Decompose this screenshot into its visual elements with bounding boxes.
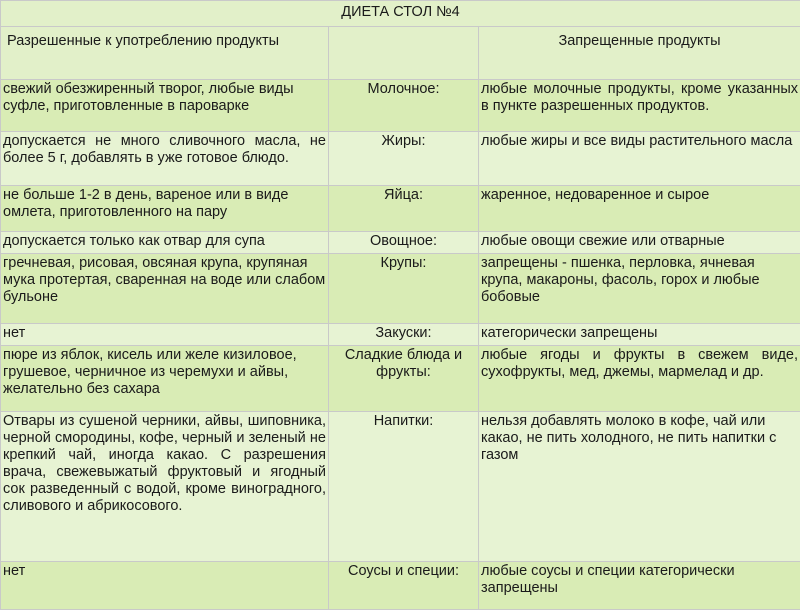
forbidden-cell: нельзя добавлять молоко в кофе, чай или какао, не пить холодного, не пить напитки с газом (479, 412, 800, 562)
category-cell: Сладкие блюда и фрукты: (329, 346, 479, 412)
forbidden-cell: любые соусы и специи категорически запрещены (479, 562, 800, 610)
allowed-cell: допускается не много сливочного масла, не более 5 г, добавлять в уже готовое блюдо. (1, 132, 329, 186)
allowed-cell: пюре из яблок, кисель или желе кизиловое, грушевое, черничное из черемухи и айвы, желательно без сахара (1, 346, 329, 412)
allowed-cell: свежий обезжиренный творог, любые виды суфле, приготовленные в пароварке (1, 80, 329, 132)
table-row (1, 232, 800, 254)
category-cell: Соусы и специи: (329, 562, 479, 610)
category-cell: Молочное: (329, 80, 479, 132)
allowed-cell: нет (1, 324, 329, 346)
allowed-cell: допускается только как отвар для супа (1, 232, 329, 254)
forbidden-cell: жаренное, недоваренное и сырое (479, 186, 800, 232)
forbidden-cell: любые ягоды и фрукты в свежем виде, сухофрукты, мед, джемы, мармелад и др. (479, 346, 800, 412)
table-header-row (1, 27, 800, 80)
header-allowed: Разрешенные к употреблению продукты (1, 27, 329, 80)
forbidden-cell: любые овощи свежие или отварные (479, 232, 800, 254)
category-cell: Закуски: (329, 324, 479, 346)
category-cell: Жиры: (329, 132, 479, 186)
table-title: ДИЕТА СТОЛ №4 (1, 1, 800, 27)
forbidden-cell: любые жиры и все виды растительного масла (479, 132, 800, 186)
header-category (329, 27, 479, 80)
forbidden-cell: категорически запрещены (479, 324, 800, 346)
table-row (1, 346, 800, 412)
table-row (1, 324, 800, 346)
category-cell: Крупы: (329, 254, 479, 324)
table-row (1, 80, 800, 132)
table-row (1, 132, 800, 186)
category-cell: Напитки: (329, 412, 479, 562)
table-row (1, 186, 800, 232)
forbidden-cell: запрещены - пшенка, перловка, ячневая крупа, макароны, фасоль, горох и любые бобовые (479, 254, 800, 324)
table-title-row (1, 1, 800, 27)
category-cell: Овощное: (329, 232, 479, 254)
allowed-cell: гречневая, рисовая, овсяная крупа, крупяная мука протертая, сваренная на воде или слабом бульоне (1, 254, 329, 324)
category-cell: Яйца: (329, 186, 479, 232)
table-row (1, 562, 800, 610)
header-forbidden: Запрещенные продукты (479, 27, 800, 80)
table-row (1, 412, 800, 562)
allowed-cell: не больше 1-2 в день, вареное или в виде омлета, приготовленного на пару (1, 186, 329, 232)
allowed-cell: нет (1, 562, 329, 610)
forbidden-cell: любые молочные продукты, кроме указанных в пункте разрешенных продуктов. (479, 80, 800, 132)
allowed-cell: Отвары из сушеной черники, айвы, шиповника, черной смородины, кофе, черный и зеленый не крепкий чай, иногда какао. С разрешения врача, свежевыжатый фруктовый и ягодный сок разведенный с водой, кроме виноградного, сливового и абрикосового. (1, 412, 329, 562)
table-row (1, 254, 800, 324)
